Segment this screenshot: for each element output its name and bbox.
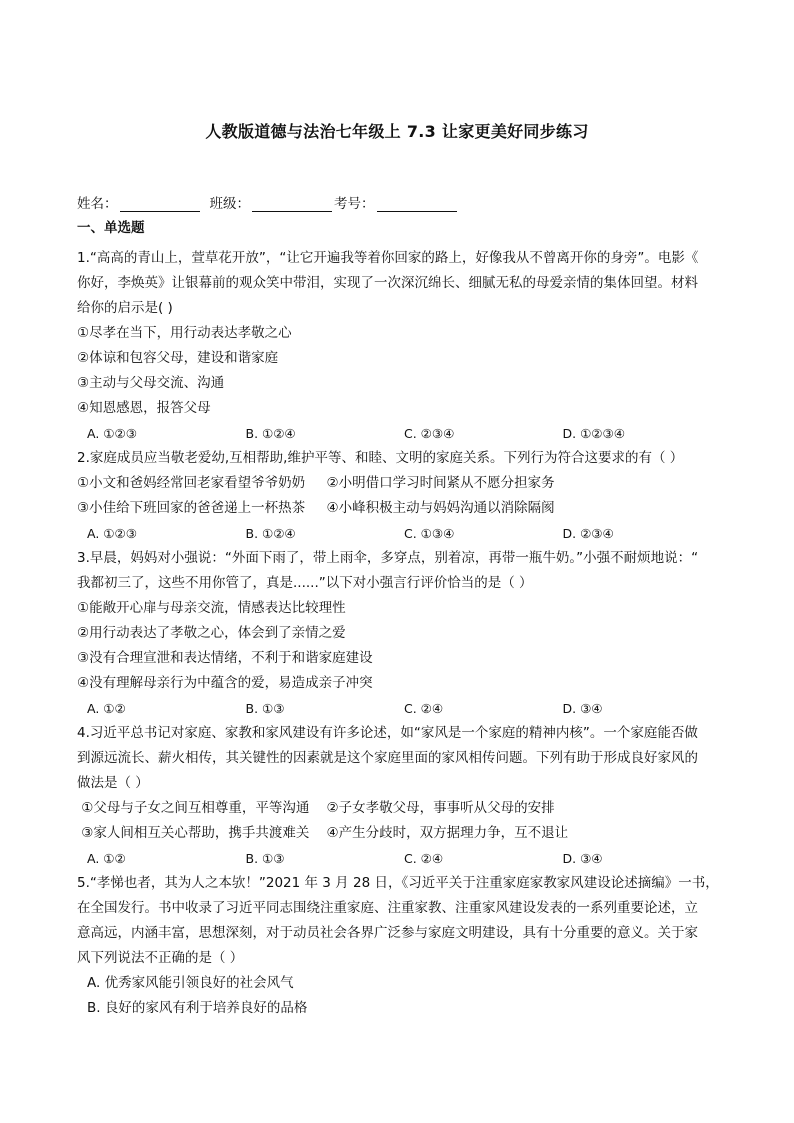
- question-stem-line: 5.“孝悌也者，其为人之本欤！”2021 年 3 月 28 日，《习近平关于注重家庭家教家风建设论述摘编》一书，: [77, 875, 719, 891]
- choice-a[interactable]: A. ①②: [87, 851, 126, 866]
- question-list: [77, 246, 721, 1021]
- question-stem-line: 意高远，内涵丰富，思想深刻，对于动员社会各界广泛参与家庭文明建设，具有十分重要的意义。关于家: [77, 925, 698, 941]
- number-label: 考号：: [334, 196, 375, 212]
- question-3: [77, 546, 721, 721]
- choice-c[interactable]: C. ②③④: [404, 426, 455, 441]
- student-info: [77, 192, 459, 212]
- question-stem-line: 到源远流长、薪火相传，其关键性的因素就是这个家庭里面的家风相传问题。下列有助于形成良好家风的: [77, 750, 698, 766]
- choice-c[interactable]: C. ②④: [404, 851, 444, 866]
- question-stem-line: 风下列说法不正确的是（ ）: [77, 950, 244, 966]
- answer-choices: [77, 846, 721, 871]
- choice-d[interactable]: D. ③④: [562, 851, 603, 866]
- page-title: 人教版道德与法治七年级上 7.3 让家更美好同步练习: [205, 122, 589, 141]
- statement-item: ③小佳给下班回家的爸爸递上一杯热茶 ④小峰积极主动与妈妈沟通以消除隔阂: [77, 500, 555, 516]
- choice-a[interactable]: A. 优秀家风能引领良好的社会风气: [87, 975, 294, 991]
- statement-item: ②体谅和包容父母，建设和谐家庭: [77, 350, 279, 366]
- choice-a[interactable]: A. ①②③: [87, 426, 137, 441]
- question-2: [77, 446, 721, 546]
- choice-c[interactable]: C. ②④: [404, 701, 444, 716]
- statement-item: ①尽孝在当下，用行动表达孝敬之心: [77, 325, 292, 341]
- question-1: [77, 246, 721, 446]
- choice-b[interactable]: B. ①②④: [245, 526, 296, 541]
- number-field[interactable]: [377, 197, 457, 212]
- choice-a[interactable]: A. ①②: [87, 701, 126, 716]
- statement-item: ④知恩感恩，报答父母: [77, 400, 211, 416]
- choice-b[interactable]: B. ①③: [245, 701, 285, 716]
- question-stem-line: 给你的启示是( ): [77, 300, 173, 316]
- statement-item: ①父母与子女之间互相尊重，平等沟通 ②子女孝敬父母，事事听从父母的安排: [77, 800, 555, 816]
- statement-item: ①能敞开心扉与母亲交流，情感表达比较理性: [77, 600, 346, 616]
- question-stem-line: 你好，李焕英》让银幕前的观众笑中带泪，实现了一次深沉绵长、细腻无私的母爱亲情的集体回望。材料: [77, 275, 698, 291]
- answer-choices: [77, 521, 721, 546]
- statement-item: ②用行动表达了孝敬之心，体会到了亲情之爱: [77, 625, 346, 641]
- question-stem-line: 3.早晨，妈妈对小强说：“外面下雨了，带上雨伞，多穿点，别着凉，再带一瓶牛奶。”小强不耐烦地说：“: [77, 550, 699, 566]
- statement-item: ③主动与父母交流、沟通: [77, 375, 225, 391]
- question-stem-line: 2.家庭成员应当敬老爱幼,互相帮助,维护平等、和睦、文明的家庭关系。下列行为符合这要求的有（ ）: [77, 450, 684, 466]
- choice-b[interactable]: B. ①③: [245, 851, 285, 866]
- statement-item: ④没有理解母亲行为中蕴含的爱，易造成亲子冲突: [77, 675, 373, 691]
- question-stem-line: 4.习近平总书记对家庭、家教和家风建设有许多论述，如“家风是一个家庭的精神内核”。一个家庭能否做: [77, 725, 698, 741]
- answer-choices: [77, 696, 721, 721]
- question-stem-line: 做法是（ ）: [77, 775, 149, 791]
- question-stem-line: 在全国发行。书中收录了习近平同志围绕注重家庭、注重家教、注重家风建设发表的一系列重要论述，立: [77, 900, 698, 916]
- class-field[interactable]: [252, 197, 332, 212]
- statement-item: ③没有合理宣泄和表达情绪，不利于和谐家庭建设: [77, 650, 373, 666]
- section-heading: 一、单选题: [77, 220, 145, 236]
- choice-a[interactable]: A. ①②③: [87, 526, 137, 541]
- name-field[interactable]: [120, 197, 200, 212]
- question-4: [77, 721, 721, 871]
- class-label: 班级：: [209, 196, 250, 212]
- name-label: 姓名：: [77, 196, 118, 212]
- answer-choices: [77, 421, 721, 446]
- choice-d[interactable]: D. ①②③④: [562, 426, 625, 441]
- choice-d[interactable]: D. ②③④: [562, 526, 614, 541]
- statement-item: ①小文和爸妈经常回老家看望爷爷奶奶 ②小明借口学习时间紧从不愿分担家务: [77, 475, 555, 491]
- choice-b[interactable]: B. ①②④: [245, 426, 296, 441]
- choice-b[interactable]: B. 良好的家风有利于培养良好的品格: [87, 1000, 308, 1016]
- statement-item: ③家人间相互关心帮助，携手共渡难关 ④产生分歧时，双方据理力争，互不退让: [77, 825, 569, 841]
- question-5: [77, 871, 721, 1021]
- choice-d[interactable]: D. ③④: [562, 701, 603, 716]
- question-stem-line: 我都初三了，这些不用你管了，真是......”以下对小强言行评价恰当的是（ ）: [77, 575, 533, 591]
- choice-c[interactable]: C. ①③④: [404, 526, 455, 541]
- question-stem-line: 1.“高高的青山上，萱草花开放”，“让它开遍我等着你回家的路上，好像我从不曾离开你的身旁”。电影《: [77, 250, 699, 266]
